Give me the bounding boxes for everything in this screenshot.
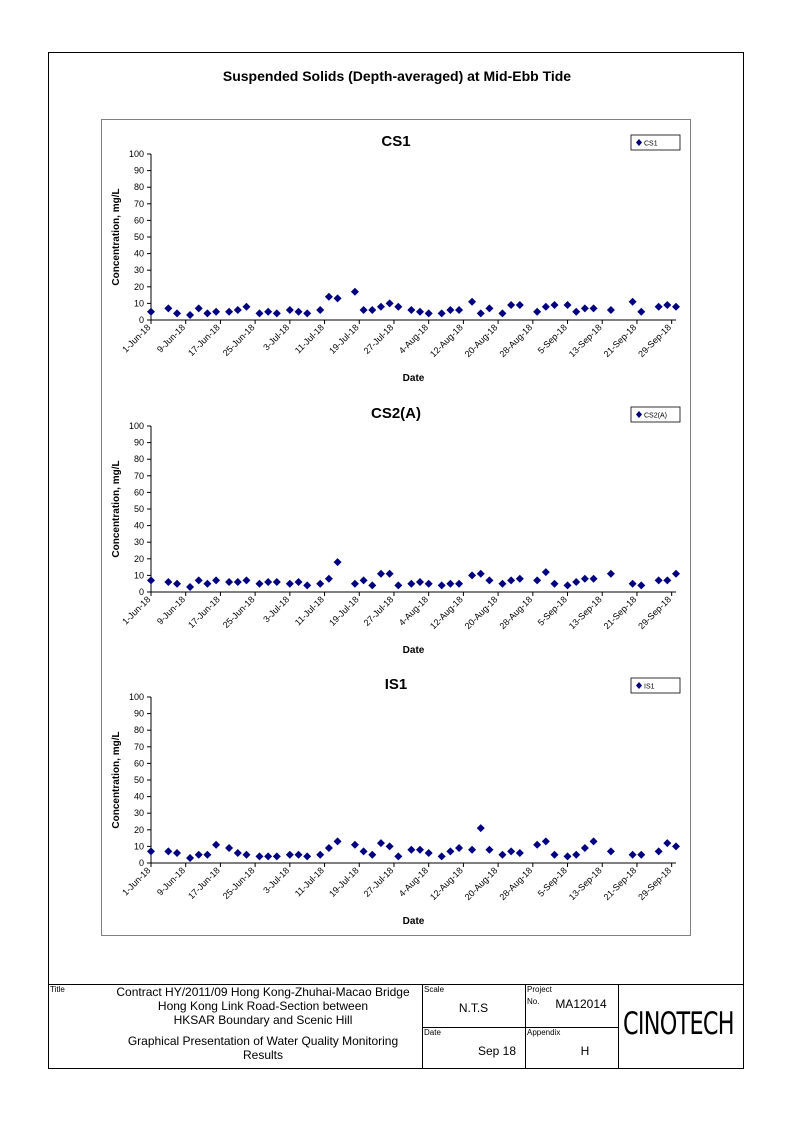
x-tick-label: 3-Jul-18 [261, 322, 292, 353]
data-point [516, 575, 524, 583]
data-point [629, 298, 637, 306]
data-point [147, 847, 155, 855]
data-point [195, 304, 203, 312]
data-point [386, 842, 394, 850]
data-point [485, 304, 493, 312]
x-tick-label: 17-Jun-18 [186, 865, 222, 902]
data-point [590, 837, 598, 845]
data-point [203, 309, 211, 317]
data-point [334, 558, 342, 566]
title-cell [48, 984, 422, 1069]
contract-title-line: Hong Kong Link Road-Section between [157, 999, 369, 1013]
project-number: MA12014 [555, 997, 607, 1011]
project-label: Project [527, 985, 552, 994]
data-point [438, 581, 446, 589]
data-point [468, 571, 476, 579]
y-tick-label: 20 [133, 281, 144, 292]
data-point [360, 306, 368, 314]
data-point [629, 851, 637, 859]
data-point [516, 301, 524, 309]
data-point [607, 847, 615, 855]
data-point [295, 851, 303, 859]
data-point [663, 301, 671, 309]
y-tick-label: 50 [133, 232, 144, 242]
data-point [360, 847, 368, 855]
data-point [455, 844, 463, 852]
y-tick-label: 70 [133, 470, 144, 481]
x-tick-label: 13-Sep-18 [566, 865, 604, 903]
y-tick-label: 30 [133, 808, 144, 819]
data-point [242, 576, 250, 584]
company-logo: CINOTECH [623, 1006, 734, 1042]
data-point [581, 575, 589, 583]
data-point [455, 306, 463, 314]
data-point [264, 852, 272, 860]
data-point [325, 575, 333, 583]
x-tick-label: 25-Jun-18 [220, 594, 257, 631]
data-point [360, 576, 368, 584]
data-point [468, 846, 476, 854]
data-point [572, 851, 580, 859]
x-tick-label: 12-Aug-18 [428, 594, 465, 632]
page-title: Suspended Solids (Depth-averaged) at Mid-Ebb Tide [222, 68, 572, 84]
data-point [351, 288, 359, 296]
y-tick-label: 80 [133, 182, 144, 193]
data-point [425, 580, 433, 588]
y-tick-label: 30 [133, 265, 144, 276]
data-point [663, 839, 671, 847]
x-tick-label: 9-Jun-18 [154, 594, 188, 627]
y-tick-label: 60 [133, 758, 144, 769]
data-point [273, 578, 281, 586]
data-point [477, 309, 485, 317]
data-point [438, 852, 446, 860]
data-point [264, 578, 272, 586]
data-point [407, 580, 415, 588]
contract-title [108, 985, 418, 1027]
data-point [334, 294, 342, 302]
x-axis-label: Date [402, 916, 425, 927]
data-point [186, 854, 194, 862]
data-point [498, 851, 506, 859]
x-tick-label: 25-Jun-18 [220, 322, 257, 359]
x-tick-label: 1-Jun-18 [120, 322, 153, 355]
data-point [286, 851, 294, 859]
data-point [195, 851, 203, 859]
data-point [455, 580, 463, 588]
data-point [498, 580, 506, 588]
y-tick-label: 10 [133, 570, 144, 581]
data-point [242, 851, 250, 859]
y-tick-label: 40 [133, 520, 144, 531]
x-tick-label: 3-Jul-18 [261, 594, 292, 625]
data-point [637, 581, 645, 589]
x-tick-label: 13-Sep-18 [566, 594, 604, 632]
date-cell [422, 1027, 525, 1069]
x-tick-label: 21-Sep-18 [601, 322, 639, 360]
x-tick-label: 28-Aug-18 [497, 322, 535, 360]
data-point [655, 303, 663, 311]
data-point [234, 306, 242, 314]
data-point [234, 849, 242, 857]
data-point [551, 580, 559, 588]
data-point [446, 580, 454, 588]
x-tick-label: 4-Aug-18 [396, 322, 431, 356]
y-tick-label: 0 [138, 315, 144, 325]
data-point [394, 852, 402, 860]
drawing-subtitle [108, 1034, 418, 1062]
data-point [173, 580, 181, 588]
data-point [295, 578, 303, 586]
x-tick-label: 4-Aug-18 [396, 594, 431, 628]
project-no-label: No. [527, 997, 540, 1006]
data-point [507, 576, 515, 584]
data-point [234, 578, 242, 586]
legend-label: IS1 [644, 683, 655, 691]
data-point [542, 303, 550, 311]
y-tick-label: 10 [133, 298, 144, 309]
y-tick-label: 50 [133, 504, 144, 514]
data-point [164, 847, 172, 855]
data-point [485, 576, 493, 584]
x-tick-label: 20-Aug-18 [462, 594, 500, 632]
scale-label: Scale [424, 985, 445, 994]
data-point [551, 301, 559, 309]
date-label: Date [424, 1028, 441, 1037]
x-tick-label: 21-Sep-18 [601, 594, 639, 632]
data-point [225, 844, 233, 852]
data-point [572, 578, 580, 586]
y-tick-label: 90 [133, 708, 144, 719]
data-point [407, 306, 415, 314]
chart-title: CS1 [381, 133, 411, 150]
data-point [485, 846, 493, 854]
data-point [507, 301, 515, 309]
data-point [572, 308, 580, 316]
data-point [368, 581, 376, 589]
data-point [147, 576, 155, 584]
logo-cell [618, 984, 744, 1069]
y-tick-label: 90 [133, 165, 144, 176]
y-axis-label: Concentration, mg/L [111, 188, 122, 286]
x-tick-label: 5-Sep-18 [535, 322, 569, 356]
data-point [468, 298, 476, 306]
data-point [446, 847, 454, 855]
data-point [416, 308, 424, 316]
data-point [225, 578, 233, 586]
x-tick-label: 12-Aug-18 [428, 322, 465, 360]
appendix-label: Appendix [527, 1028, 561, 1037]
y-tick-label: 100 [128, 692, 144, 702]
appendix-value: H [580, 1044, 590, 1058]
x-tick-label: 11-Jul-18 [292, 865, 326, 899]
data-point [542, 568, 550, 576]
legend-label: CS2(A) [644, 412, 667, 420]
y-tick-label: 50 [133, 775, 144, 785]
data-point [325, 293, 333, 301]
scale-cell [422, 984, 525, 1027]
data-point [255, 852, 263, 860]
data-point [394, 581, 402, 589]
x-tick-label: 5-Sep-18 [535, 865, 569, 899]
data-point [286, 580, 294, 588]
y-tick-label: 70 [133, 741, 144, 752]
data-point [477, 824, 485, 832]
data-point [590, 575, 598, 583]
data-point [407, 846, 415, 854]
x-tick-label: 17-Jun-18 [186, 322, 222, 359]
data-point [195, 576, 203, 584]
y-tick-label: 80 [133, 454, 144, 465]
x-tick-label: 3-Jul-18 [261, 865, 292, 896]
y-tick-label: 60 [133, 487, 144, 498]
data-point [316, 851, 324, 859]
x-tick-label: 27-Jul-18 [361, 322, 396, 356]
data-point [286, 306, 294, 314]
data-point [264, 308, 272, 316]
data-point [351, 841, 359, 849]
y-tick-label: 40 [133, 791, 144, 802]
data-point [581, 844, 589, 852]
x-tick-label: 1-Jun-18 [120, 594, 153, 627]
data-point [533, 576, 541, 584]
x-tick-label: 9-Jun-18 [154, 322, 188, 355]
y-tick-label: 0 [138, 587, 144, 597]
y-tick-label: 60 [133, 215, 144, 226]
data-point [637, 308, 645, 316]
y-tick-label: 70 [133, 198, 144, 209]
data-point [334, 837, 342, 845]
data-point [316, 306, 324, 314]
data-point [303, 309, 311, 317]
data-point [564, 852, 572, 860]
y-tick-label: 30 [133, 537, 144, 548]
data-point [377, 570, 385, 578]
x-tick-label: 4-Aug-18 [396, 865, 431, 899]
x-tick-label: 17-Jun-18 [186, 594, 222, 631]
date-value: Sep 18 [477, 1044, 517, 1058]
x-tick-label: 9-Jun-18 [154, 865, 188, 898]
data-point [212, 841, 220, 849]
x-tick-label: 29-Sep-18 [636, 865, 674, 903]
x-tick-label: 20-Aug-18 [462, 322, 500, 360]
data-point [581, 304, 589, 312]
x-tick-label: 28-Aug-18 [497, 865, 535, 903]
data-point [186, 583, 194, 591]
data-point [242, 303, 250, 311]
data-point [316, 580, 324, 588]
data-point [295, 308, 303, 316]
drawing-subtitle-line: Graphical Presentation of Water Quality Monitoring [127, 1034, 399, 1048]
chart-cs1 [101, 120, 691, 392]
chart-title: CS2(A) [370, 405, 422, 422]
data-point [533, 308, 541, 316]
y-tick-label: 100 [128, 421, 144, 431]
data-point [173, 849, 181, 857]
y-tick-label: 20 [133, 553, 144, 564]
data-point [351, 580, 359, 588]
y-tick-label: 10 [133, 841, 144, 852]
data-point [672, 570, 680, 578]
y-tick-label: 0 [138, 858, 144, 868]
data-point [663, 576, 671, 584]
data-point [542, 837, 550, 845]
chart-title: IS1 [384, 676, 408, 693]
data-point [303, 581, 311, 589]
data-point [394, 303, 402, 311]
data-point [368, 851, 376, 859]
data-point [212, 308, 220, 316]
drawing-subtitle-line: Results [242, 1048, 283, 1062]
data-point [672, 842, 680, 850]
x-tick-label: 29-Sep-18 [636, 322, 674, 360]
data-point [386, 570, 394, 578]
data-point [325, 844, 333, 852]
data-point [225, 308, 233, 316]
data-point [629, 580, 637, 588]
data-point [672, 303, 680, 311]
y-tick-label: 90 [133, 437, 144, 448]
data-point [607, 570, 615, 578]
x-tick-label: 29-Sep-18 [636, 594, 674, 632]
scale-value: N.T.S [458, 1001, 489, 1015]
data-point [590, 304, 598, 312]
data-point [416, 846, 424, 854]
contract-title-line: Contract HY/2011/09 Hong Kong-Zhuhai-Macao Bridge [116, 985, 410, 999]
data-point [498, 309, 506, 317]
x-axis-label: Date [402, 373, 425, 384]
x-tick-label: 20-Aug-18 [462, 865, 500, 903]
x-tick-label: 11-Jul-18 [292, 322, 326, 356]
data-point [446, 306, 454, 314]
data-point [377, 839, 385, 847]
y-tick-label: 40 [133, 248, 144, 259]
title-block [48, 984, 744, 1069]
data-point [607, 306, 615, 314]
data-point [255, 309, 263, 317]
y-tick-label: 20 [133, 824, 144, 835]
data-point [551, 851, 559, 859]
chart-cs2a [101, 392, 691, 664]
x-tick-label: 27-Jul-18 [361, 865, 396, 899]
x-tick-label: 5-Sep-18 [535, 594, 569, 628]
data-point [425, 309, 433, 317]
data-point [564, 301, 572, 309]
data-point [303, 852, 311, 860]
x-tick-label: 13-Sep-18 [566, 322, 604, 360]
data-point [425, 849, 433, 857]
legend-label: CS1 [644, 140, 658, 148]
data-point [203, 580, 211, 588]
y-axis-label: Concentration, mg/L [111, 460, 122, 558]
title-label: Title [50, 985, 65, 994]
data-point [637, 851, 645, 859]
x-tick-label: 1-Jun-18 [120, 865, 153, 898]
data-point [212, 576, 220, 584]
data-point [368, 306, 376, 314]
data-point [386, 299, 394, 307]
x-tick-label: 19-Jul-18 [327, 322, 361, 356]
data-point [416, 578, 424, 586]
x-tick-label: 11-Jul-18 [292, 594, 326, 628]
data-point [147, 308, 155, 316]
data-point [477, 570, 485, 578]
data-point [203, 851, 211, 859]
chart-is1 [101, 663, 691, 935]
data-point [655, 847, 663, 855]
x-tick-label: 19-Jul-18 [327, 594, 361, 628]
contract-title-line: HKSAR Boundary and Scenic Hill [173, 1013, 353, 1027]
data-point [173, 309, 181, 317]
x-tick-label: 25-Jun-18 [220, 865, 257, 902]
data-point [186, 311, 194, 319]
x-tick-label: 19-Jul-18 [327, 865, 361, 899]
x-tick-label: 28-Aug-18 [497, 594, 535, 632]
data-point [507, 847, 515, 855]
data-point [164, 304, 172, 312]
y-axis-label: Concentration, mg/L [111, 731, 122, 829]
x-tick-label: 12-Aug-18 [428, 865, 465, 903]
x-tick-label: 27-Jul-18 [361, 594, 396, 628]
data-point [655, 576, 663, 584]
data-point [255, 580, 263, 588]
data-point [564, 581, 572, 589]
x-tick-label: 21-Sep-18 [601, 865, 639, 903]
appendix-cell [525, 1027, 618, 1069]
data-point [273, 309, 281, 317]
data-point [273, 852, 281, 860]
data-point [516, 849, 524, 857]
y-tick-label: 100 [128, 149, 144, 159]
data-point [533, 841, 541, 849]
data-point [377, 303, 385, 311]
y-tick-label: 80 [133, 725, 144, 736]
x-axis-label: Date [402, 645, 425, 656]
data-point [438, 309, 446, 317]
project-cell [525, 984, 618, 1027]
data-point [164, 578, 172, 586]
